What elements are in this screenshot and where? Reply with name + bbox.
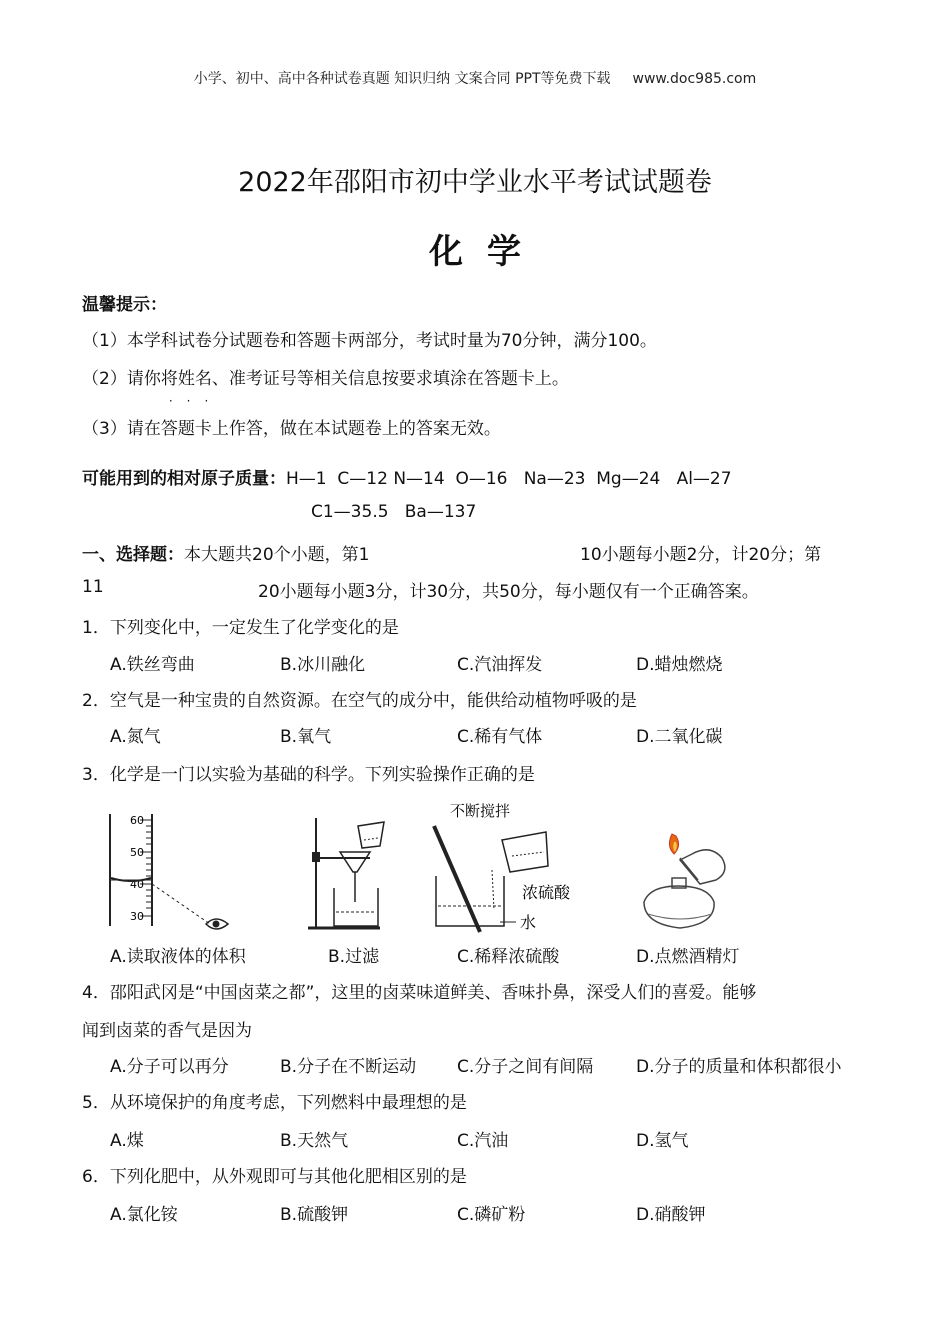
section-text-2a: 11 [82,577,104,597]
question-5-option-d: D.氢气 [636,1131,689,1151]
question-2-option-b: B.氧气 [280,727,332,747]
figure-dilute-acid [430,800,590,936]
tick-label-50: 50 [130,846,144,859]
figure-alcohol-lamps [630,828,740,936]
question-1-stem: 1．下列变化中，一定发生了化学变化的是 [82,618,399,638]
question-2-stem: 2．空气是一种宝贵的自然资源。在空气的成分中，能供给动植物呼吸的是 [82,691,637,711]
question-2-option-c: C.稀有气体 [457,727,543,747]
tip-item-1: （1）本学科试卷分试题卷和答题卡两部分，考试时量为70分钟，满分100。 [82,331,657,351]
tick-label-60: 60 [130,814,144,827]
question-3-option-b: B.过滤 [328,947,380,967]
question-3-option-c: C.稀释浓硫酸 [457,947,560,967]
page-header [0,68,950,88]
header-site-link[interactable]: www.doc985.com [632,71,757,87]
question-4-option-c: C.分子之间有间隔 [457,1057,594,1077]
atomic-mass-line-1 [82,464,732,489]
header-text: 小学、初中、高中各种试卷真题 知识归纳 文案合同 PPT等免费下载 [193,71,611,87]
question-2-option-d: D.二氧化碳 [636,727,723,747]
atomic-mass-label: 可能用到的相对原子质量： [82,469,286,489]
lamp-body [644,886,714,928]
atomic-mass-values-1: H—1 C—12 N—14 O—16 Na—23 Mg—24 Al—27 [286,469,732,489]
question-5-option-a: A.煤 [110,1131,144,1151]
tips-heading: 温馨提示： [82,295,167,315]
question-4-stem-2: 闻到卤菜的香气是因为 [82,1021,252,1041]
tip-item-2: （2）请你将姓名、准考证号等相关信息按要求填涂在答题卡上。 [82,369,569,389]
section-text-2b: 20小题每小题3分，计30分，共50分，每小题仅有一个正确答案。 [258,582,759,602]
label-acid: 浓硫酸 [522,883,571,902]
atomic-mass-values-2: C1—35.5 Ba—137 [311,502,477,522]
emphasis-dots: ··· [168,394,223,408]
question-3-option-a: A.读取液体的体积 [110,947,246,967]
glass-rod [434,826,480,932]
question-5-option-c: C.汽油 [457,1131,509,1151]
question-4-option-b: B.分子在不断运动 [280,1057,417,1077]
section-text-1a: 本大题共20个小题，第1 [184,545,370,565]
question-5-stem: 5．从环境保护的角度考虑，下列燃料中最理想的是 [82,1093,467,1113]
tip-item-3-emphasis: ··· 答题卡 [160,394,223,439]
tick-label-30: 30 [130,910,144,923]
figure-graduated-cylinder [100,808,240,936]
question-1-option-a: A.铁丝弯曲 [110,655,195,675]
pouring-beaker [358,822,384,848]
section-heading: 一、选择题： [82,545,184,565]
question-1-option-b: B.冰川融化 [280,655,366,675]
question-4-option-a: A.分子可以再分 [110,1057,229,1077]
figure-filtration [300,812,400,932]
question-4-option-d: D.分子的质量和体积都很小 [636,1057,842,1077]
question-3-option-d: D.点燃酒精灯 [636,947,740,967]
question-6-option-b: B.硫酸钾 [280,1205,349,1225]
question-1-option-c: C.汽油挥发 [457,655,543,675]
tip-item-3-post: 上作答，做在本试题卷上的答案无效。 [211,419,501,439]
question-2-option-a: A.氮气 [110,727,161,747]
question-3-stem: 3．化学是一门以实验为基础的科学。下列实验操作正确的是 [82,765,535,785]
subject-title: 化学 [429,232,545,272]
label-water: 水 [520,913,537,932]
eye-icon [206,919,228,929]
label-stir: 不断搅拌 [450,802,511,820]
sight-line [152,884,210,924]
tip-item-3 [82,394,501,439]
exam-title: 2022年邵阳市初中学业水平考试试题卷 [238,167,712,198]
section-line-1 [82,540,369,565]
question-6-option-c: C.磷矿粉 [457,1205,526,1225]
question-1-option-d: D.蜡烛燃烧 [636,655,723,675]
tick-label-40: 40 [130,878,144,891]
question-6-option-a: A.氯化铵 [110,1205,178,1225]
question-6-option-d: D.硝酸钾 [636,1205,706,1225]
question-5-option-b: B.天然气 [280,1131,349,1151]
question-4-stem: 4．邵阳武冈是“中国卤菜之都”，这里的卤菜味道鲜美、香味扑鼻，深受人们的喜爱。能够 [82,983,757,1003]
question-6-stem: 6．下列化肥中，从外观即可与其他化肥相区别的是 [82,1167,467,1187]
section-text-1b: 10小题每小题2分，计20分；第 [580,545,822,565]
tip-item-3-pre: （3）请在 [82,419,161,439]
